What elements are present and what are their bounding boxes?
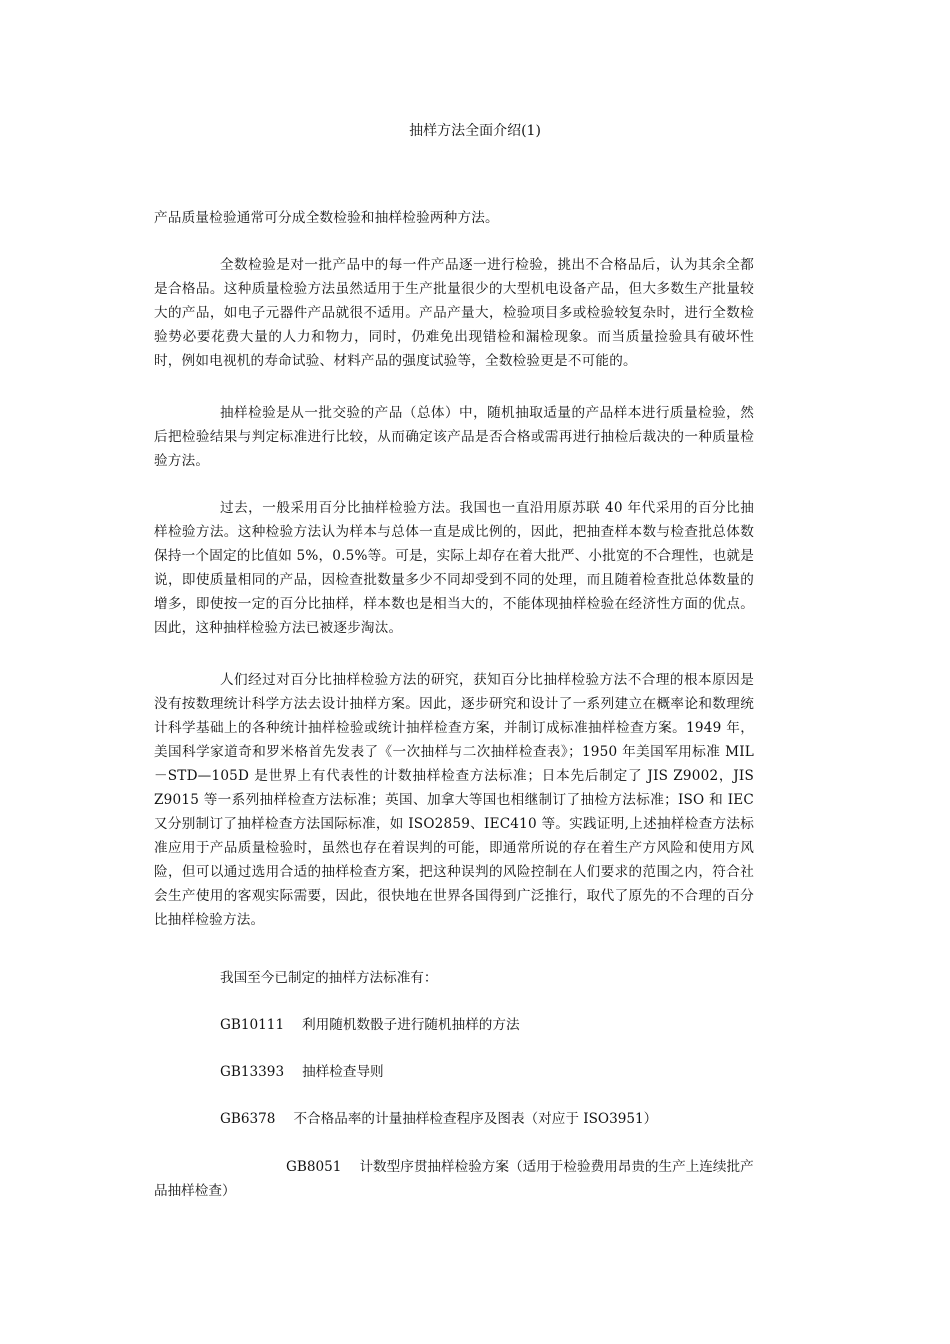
standard-name: 利用随机数骰子进行随机抽样的方法 bbox=[302, 1017, 520, 1033]
standard-item bbox=[154, 1155, 754, 1203]
standard-item bbox=[220, 1107, 754, 1131]
paragraph-statistical-sampling: 人们经过对百分比抽样检验方法的研究，获知百分比抽样检验方法不合理的根本原因是没有按数理统计科学方法去设计抽样方案。因此，逐步研究和设计了一系列建立在概率论和数理统计科学基础上的各种统计抽样检验或统计抽样检查方案，并制订成标准抽样检查方案。1949 年，美国科学家道奇和罗米格首先发表了《一次抽样与二次抽样检查表》；1950 年美国军用标准 MIL－STD—105D 是世界上有代表性的计数抽样检查方法标准；日本先后制定了 JIS Z9002，JIS Z9015 等一系列抽样检查方法标准；英国、加拿大等国也相继制订了抽检方法标准；ISO 和 IEC 又分别制订了抽样检查方法国际标准，如 ISO2859、IEC410 等。实践证明,上述抽样检查方法标准应用于产品质量检验时，虽然也存在着误判的可能，即通常所说的存在着生产方风险和使用方风险，但可以通过选用合适的抽样检查方案，把这种误判的风险控制在人们要求的范围之内，符合社会生产使用的客观实际需要，因此，很快地在世界各国得到广泛推行，取代了原先的不合理的百分比抽样检验方法。 bbox=[154, 672, 754, 928]
paragraph-sampling-inspection: 抽样检验是从一批交验的产品（总体）中，随机抽取适量的产品样本进行质量检验，然后把检验结果与判定标准进行比较，从而确定该产品是否合格或需再进行抽检后裁决的一种质量检验方法。 bbox=[154, 405, 754, 469]
standard-code: GB13393 bbox=[220, 1064, 285, 1080]
standard-name: 抽样检查导则 bbox=[302, 1064, 384, 1080]
standard-code: GB8051 bbox=[286, 1159, 342, 1175]
standard-item bbox=[220, 1013, 754, 1037]
standards-intro: 我国至今已制定的抽样方法标准有： bbox=[220, 970, 438, 986]
standard-name: 不合格品率的计量抽样检查程序及图表（对应于 ISO3951） bbox=[293, 1111, 658, 1127]
standard-item bbox=[220, 1060, 754, 1084]
document-title: 抽样方法全面介绍(1) bbox=[409, 123, 541, 139]
paragraph-full-inspection: 全数检验是对一批产品中的每一件产品逐一进行检验，挑出不合格品后，认为其余全都是合格品。这种质量检验方法虽然适用于生产批量很少的大型机电设备产品，但大多数生产批量较大的产品，如电子元器件产品就很不适用。产品产量大，检验项目多或检验较复杂时，进行全数检验势必要花费大量的人力和物力，同时，仍难免出现错检和漏检现象。而当质量捡验具有破坏性时，例如电视机的寿命试验、材料产品的强度试验等，全数检验更是不可能的。 bbox=[154, 257, 754, 369]
standard-code: GB6378 bbox=[220, 1111, 276, 1127]
intro-paragraph: 产品质量检验通常可分成全数检验和抽样检验两种方法。 bbox=[154, 210, 499, 226]
standard-name: 计数型序贯抽样检验方案（适用于检验费用昂贵的生产上连续批产品抽样检查） bbox=[154, 1159, 754, 1199]
paragraph-percentage-sampling: 过去，一般采用百分比抽样检验方法。我国也一直沿用原苏联 40 年代采用的百分比抽样检验方法。这种检验方法认为样本与总体一直是成比例的，因此，把抽查样本数与检查批总体数保持一个固定的比值如 5%，0.5%等。可是，实际上却存在着大批严、小批宽的不合理性，也就是说，即使质量相同的产品，因检查批数量多少不同却受到不同的处理，而且随着检查批总体数量的增多，即使按一定的百分比抽样，样本数也是相当大的，不能体现抽样检验在经济性方面的优点。因此，这种抽样检验方法已被逐步淘汰。 bbox=[154, 500, 754, 636]
standard-code: GB10111 bbox=[220, 1017, 285, 1033]
